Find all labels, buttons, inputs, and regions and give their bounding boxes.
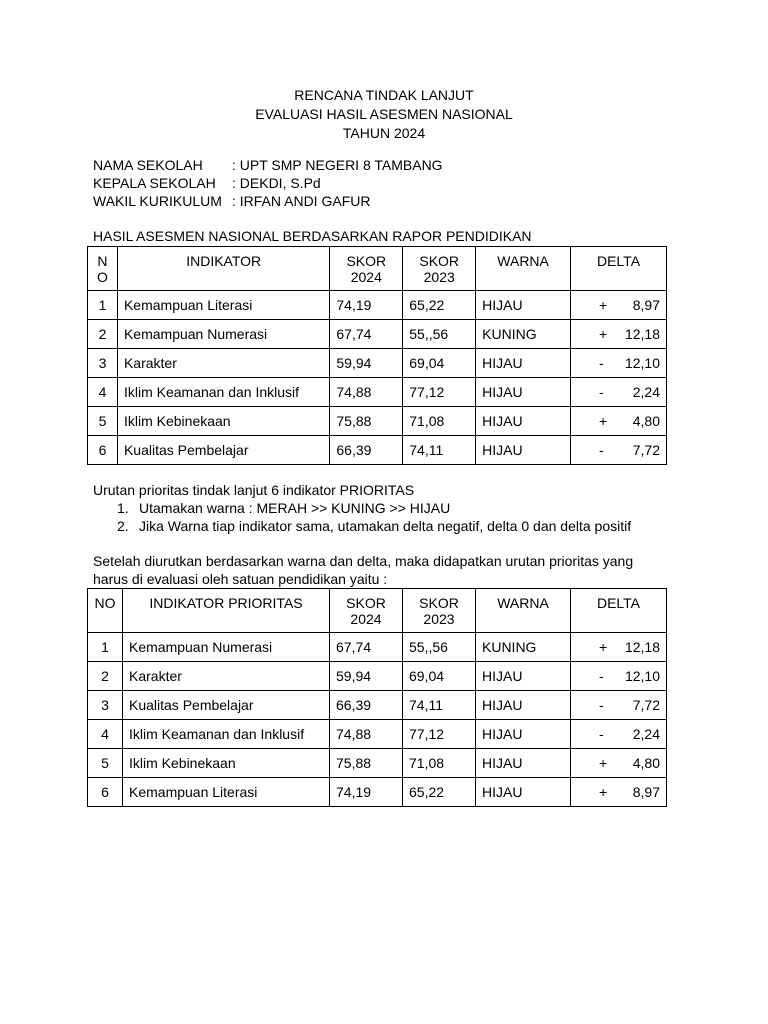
cell-skor-2023: 69,04 bbox=[403, 662, 476, 691]
priority-table bbox=[87, 588, 667, 807]
cell-delta bbox=[571, 320, 667, 349]
cell-no: 1 bbox=[88, 633, 123, 662]
cell-delta bbox=[571, 378, 667, 407]
cell-skor-2024: 74,88 bbox=[330, 378, 403, 407]
cell-no: 6 bbox=[88, 436, 118, 465]
cell-skor-2023: 71,08 bbox=[403, 407, 476, 436]
cell-delta bbox=[571, 436, 667, 465]
table1-caption: HASIL ASESMEN NASIONAL BERDASARKAN RAPOR PENDIDIKAN bbox=[93, 228, 532, 244]
table-row bbox=[88, 691, 667, 720]
delta-sign: + bbox=[599, 413, 608, 429]
cell-indikator: Kemampuan Literasi bbox=[123, 778, 330, 807]
delta-sign: - bbox=[599, 442, 604, 458]
list-item: 2. Jika Warna tiap indikator sama, utamakan delta negatif, delta 0 dan delta positif bbox=[117, 518, 632, 534]
cell-warna: HIJAU bbox=[476, 749, 571, 778]
info-row-principal bbox=[93, 174, 443, 192]
table-header-row bbox=[88, 247, 667, 291]
header-skor-2024: SKOR 2024 bbox=[330, 247, 403, 291]
cell-skor-2024: 75,88 bbox=[330, 407, 403, 436]
cell-indikator: Iklim Kebinekaan bbox=[123, 749, 330, 778]
cell-delta bbox=[571, 633, 667, 662]
delta-sign: + bbox=[599, 639, 608, 655]
cell-indikator: Kualitas Pembelajar bbox=[123, 691, 330, 720]
cell-skor-2023: 77,12 bbox=[403, 378, 476, 407]
info-row-school bbox=[93, 156, 443, 174]
results-table bbox=[87, 246, 667, 465]
cell-skor-2023: 71,08 bbox=[403, 749, 476, 778]
cell-delta bbox=[571, 691, 667, 720]
delta-value: 8,97 bbox=[632, 784, 660, 800]
delta-value: 7,72 bbox=[632, 697, 660, 713]
list-item: 1. Utamakan warna : MERAH >> KUNING >> HIJAU bbox=[117, 500, 451, 516]
title-line-2: EVALUASI HASIL ASESMEN NASIONAL bbox=[255, 106, 513, 122]
cell-skor-2024: 66,39 bbox=[330, 436, 403, 465]
school-info bbox=[93, 156, 443, 210]
header-no: N O bbox=[88, 247, 118, 291]
cell-skor-2023: 69,04 bbox=[403, 349, 476, 378]
cell-no: 4 bbox=[88, 378, 118, 407]
info-label: NAMA SEKOLAH bbox=[93, 157, 203, 173]
delta-sign: - bbox=[599, 697, 604, 713]
delta-sign: - bbox=[599, 355, 604, 371]
cell-delta bbox=[571, 662, 667, 691]
delta-sign: + bbox=[599, 326, 608, 342]
document-title bbox=[0, 86, 768, 143]
cell-no: 1 bbox=[88, 291, 118, 320]
cell-indikator: Kemampuan Literasi bbox=[117, 291, 329, 320]
info-value: : DEKDI, S.Pd bbox=[232, 175, 321, 191]
priority-rules bbox=[117, 499, 631, 535]
header-warna: WARNA bbox=[476, 589, 571, 633]
delta-sign: + bbox=[599, 784, 608, 800]
cell-delta bbox=[571, 407, 667, 436]
delta-value: 4,80 bbox=[632, 413, 660, 429]
delta-sign: - bbox=[599, 668, 604, 684]
cell-skor-2024: 75,88 bbox=[330, 749, 403, 778]
cell-warna: KUNING bbox=[476, 320, 571, 349]
header-no: NO bbox=[88, 589, 123, 633]
info-row-vice bbox=[93, 192, 443, 210]
cell-delta bbox=[571, 720, 667, 749]
delta-value: 12,10 bbox=[624, 668, 660, 684]
table-row bbox=[88, 407, 667, 436]
cell-indikator: Iklim Keamanan dan Inklusif bbox=[123, 720, 330, 749]
cell-skor-2023: 65,22 bbox=[403, 778, 476, 807]
cell-no: 5 bbox=[88, 749, 123, 778]
cell-warna: HIJAU bbox=[476, 349, 571, 378]
header-warna: WARNA bbox=[476, 247, 571, 291]
delta-value: 7,72 bbox=[632, 442, 660, 458]
cell-skor-2024: 59,94 bbox=[330, 662, 403, 691]
priority-intro: Urutan prioritas tindak lanjut 6 indikator PRIORITAS bbox=[93, 482, 415, 498]
table-row bbox=[88, 291, 667, 320]
cell-delta bbox=[571, 778, 667, 807]
cell-skor-2023: 77,12 bbox=[403, 720, 476, 749]
header-skor-2023: SKOR 2023 bbox=[403, 247, 476, 291]
cell-indikator: Kualitas Pembelajar bbox=[117, 436, 329, 465]
info-value: : IRFAN ANDI GAFUR bbox=[232, 193, 371, 209]
table-row bbox=[88, 720, 667, 749]
cell-no: 3 bbox=[88, 349, 118, 378]
header-skor-2024: SKOR 2024 bbox=[330, 589, 403, 633]
header-indikator-prioritas: INDIKATOR PRIORITAS bbox=[123, 589, 330, 633]
cell-skor-2023: 74,11 bbox=[403, 691, 476, 720]
header-skor-2023: SKOR 2023 bbox=[403, 589, 476, 633]
delta-sign: + bbox=[599, 755, 608, 771]
cell-skor-2024: 59,94 bbox=[330, 349, 403, 378]
delta-sign: - bbox=[599, 384, 604, 400]
cell-skor-2023: 55,,56 bbox=[403, 633, 476, 662]
cell-skor-2024: 67,74 bbox=[330, 633, 403, 662]
cell-warna: HIJAU bbox=[476, 691, 571, 720]
header-delta: DELTA bbox=[571, 247, 667, 291]
info-label: WAKIL KURIKULUM bbox=[93, 193, 222, 209]
cell-indikator: Iklim Keamanan dan Inklusif bbox=[117, 378, 329, 407]
cell-no: 2 bbox=[88, 320, 118, 349]
cell-warna: HIJAU bbox=[476, 378, 571, 407]
cell-skor-2023: 55,,56 bbox=[403, 320, 476, 349]
info-value: : UPT SMP NEGERI 8 TAMBANG bbox=[232, 157, 443, 173]
cell-skor-2024: 74,19 bbox=[330, 778, 403, 807]
table-row bbox=[88, 662, 667, 691]
cell-no: 4 bbox=[88, 720, 123, 749]
header-indikator: INDIKATOR bbox=[117, 247, 329, 291]
delta-value: 2,24 bbox=[632, 726, 660, 742]
table-row bbox=[88, 749, 667, 778]
cell-skor-2024: 74,88 bbox=[330, 720, 403, 749]
header-delta: DELTA bbox=[571, 589, 667, 633]
cell-delta bbox=[571, 291, 667, 320]
cell-skor-2024: 66,39 bbox=[330, 691, 403, 720]
cell-warna: HIJAU bbox=[476, 407, 571, 436]
cell-indikator: Karakter bbox=[117, 349, 329, 378]
cell-no: 2 bbox=[88, 662, 123, 691]
cell-delta bbox=[571, 749, 667, 778]
cell-warna: HIJAU bbox=[476, 720, 571, 749]
table-header-row bbox=[88, 589, 667, 633]
cell-indikator: Kemampuan Numerasi bbox=[123, 633, 330, 662]
priority-paragraph-1: Setelah diurutkan berdasarkan warna dan delta, maka didapatkan urutan prioritas yang bbox=[93, 553, 634, 569]
delta-value: 12,10 bbox=[624, 355, 660, 371]
cell-warna: HIJAU bbox=[476, 662, 571, 691]
delta-value: 4,80 bbox=[632, 755, 660, 771]
cell-warna: HIJAU bbox=[476, 436, 571, 465]
cell-delta bbox=[571, 349, 667, 378]
cell-warna: HIJAU bbox=[476, 778, 571, 807]
cell-no: 5 bbox=[88, 407, 118, 436]
cell-skor-2024: 67,74 bbox=[330, 320, 403, 349]
delta-value: 12,18 bbox=[624, 326, 660, 342]
cell-skor-2024: 74,19 bbox=[330, 291, 403, 320]
info-label: KEPALA SEKOLAH bbox=[93, 175, 216, 191]
cell-no: 3 bbox=[88, 691, 123, 720]
priority-paragraph-2: harus di evaluasi oleh satuan pendidikan yaitu : bbox=[93, 571, 388, 587]
title-line-3: TAHUN 2024 bbox=[342, 125, 426, 141]
table-row bbox=[88, 378, 667, 407]
cell-warna: HIJAU bbox=[476, 291, 571, 320]
title-line-1: RENCANA TINDAK LANJUT bbox=[294, 87, 474, 103]
cell-warna: KUNING bbox=[476, 633, 571, 662]
table-row bbox=[88, 349, 667, 378]
cell-indikator: Karakter bbox=[123, 662, 330, 691]
table-row bbox=[88, 436, 667, 465]
delta-value: 8,97 bbox=[632, 297, 660, 313]
cell-skor-2023: 74,11 bbox=[403, 436, 476, 465]
table-row bbox=[88, 778, 667, 807]
table-row bbox=[88, 633, 667, 662]
delta-value: 2,24 bbox=[632, 384, 660, 400]
delta-sign: + bbox=[599, 297, 608, 313]
cell-no: 6 bbox=[88, 778, 123, 807]
delta-sign: - bbox=[599, 726, 604, 742]
cell-skor-2023: 65,22 bbox=[403, 291, 476, 320]
table-row bbox=[88, 320, 667, 349]
delta-value: 12,18 bbox=[624, 639, 660, 655]
cell-indikator: Kemampuan Numerasi bbox=[117, 320, 329, 349]
cell-indikator: Iklim Kebinekaan bbox=[117, 407, 329, 436]
